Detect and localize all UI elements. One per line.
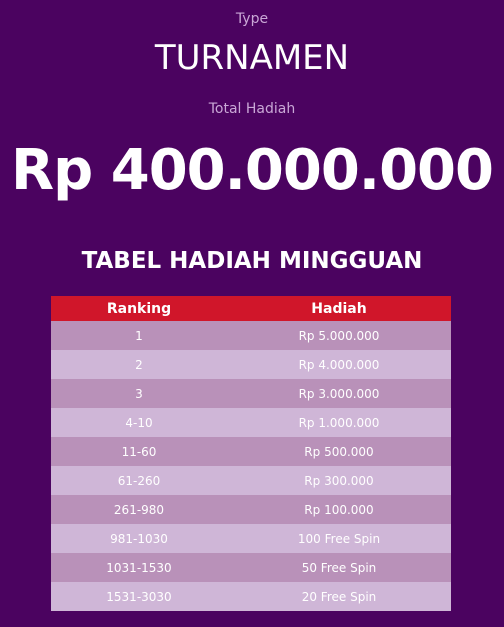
table-row bbox=[51, 553, 451, 582]
table-row bbox=[51, 321, 451, 350]
table-row bbox=[51, 379, 451, 408]
table-header-row bbox=[51, 296, 451, 321]
tournament-type: TURNAMEN bbox=[154, 38, 350, 78]
prize-cell: 50 Free Spin bbox=[227, 553, 451, 582]
table-row bbox=[51, 408, 451, 437]
ranking-cell: 3 bbox=[51, 379, 227, 408]
ranking-cell: 261-980 bbox=[51, 495, 227, 524]
total-prize-label: Total Hadiah bbox=[208, 101, 296, 117]
ranking-cell: 1531-3030 bbox=[51, 582, 227, 611]
prize-table bbox=[51, 296, 451, 611]
prize-cell: Rp 500.000 bbox=[227, 437, 451, 466]
prize-cell: 100 Free Spin bbox=[227, 524, 451, 553]
table-row bbox=[51, 582, 451, 611]
ranking-cell: 2 bbox=[51, 350, 227, 379]
table-row bbox=[51, 466, 451, 495]
type-label: Type bbox=[235, 11, 269, 27]
table-title: TABEL HADIAH MINGGUAN bbox=[81, 248, 423, 274]
column-header-ranking: Ranking bbox=[51, 296, 227, 321]
column-header-hadiah: Hadiah bbox=[227, 296, 451, 321]
ranking-cell: 61-260 bbox=[51, 466, 227, 495]
table-row bbox=[51, 495, 451, 524]
total-prize-amount: Rp 400.000.000 bbox=[11, 138, 493, 203]
ranking-cell: 4-10 bbox=[51, 408, 227, 437]
ranking-cell: 1031-1530 bbox=[51, 553, 227, 582]
ranking-cell: 11-60 bbox=[51, 437, 227, 466]
prize-cell: 20 Free Spin bbox=[227, 582, 451, 611]
prize-cell: Rp 5.000.000 bbox=[227, 321, 451, 350]
ranking-cell: 981-1030 bbox=[51, 524, 227, 553]
table-row bbox=[51, 524, 451, 553]
ranking-cell: 1 bbox=[51, 321, 227, 350]
prize-cell: Rp 100.000 bbox=[227, 495, 451, 524]
prize-cell: Rp 300.000 bbox=[227, 466, 451, 495]
table-row bbox=[51, 350, 451, 379]
prize-cell: Rp 1.000.000 bbox=[227, 408, 451, 437]
prize-cell: Rp 3.000.000 bbox=[227, 379, 451, 408]
table-row bbox=[51, 437, 451, 466]
prize-cell: Rp 4.000.000 bbox=[227, 350, 451, 379]
